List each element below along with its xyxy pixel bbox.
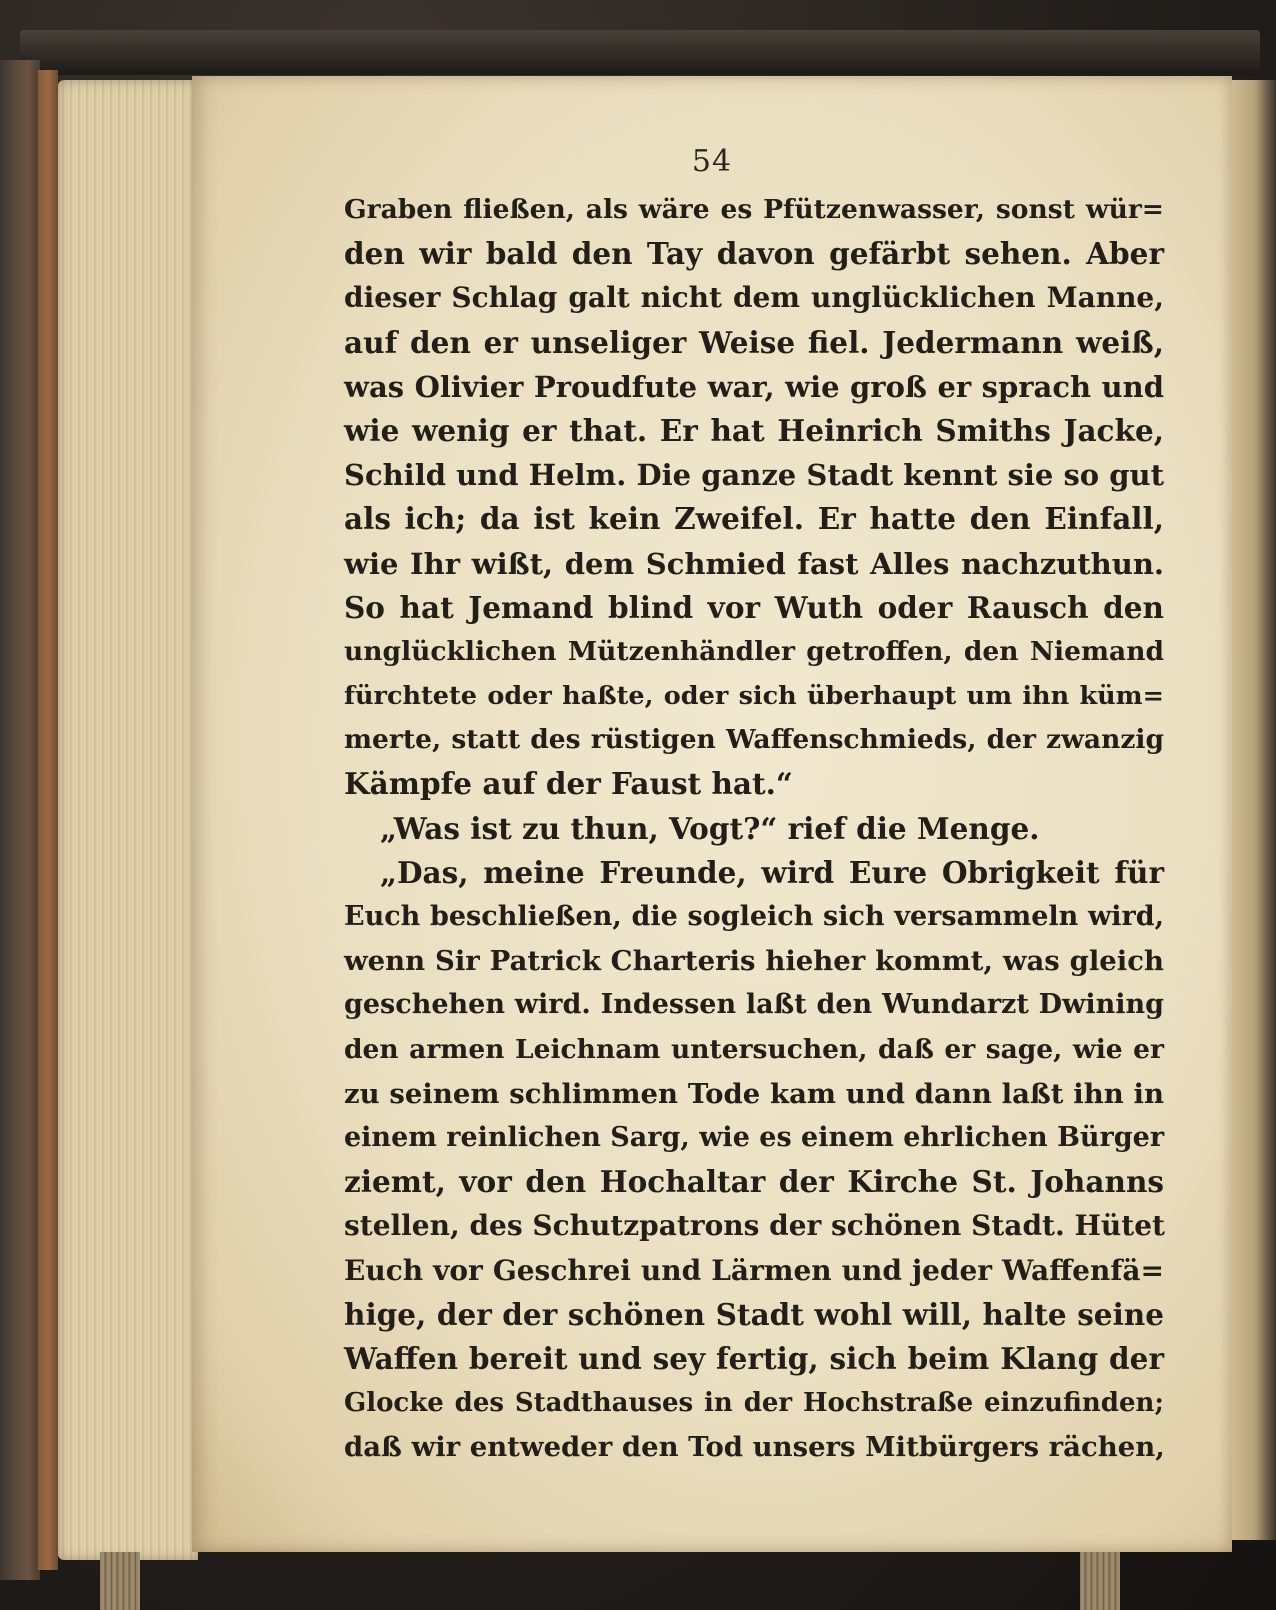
text-line: daß wir entweder den Tod unsers Mitbürgers rächen, [344, 1431, 1165, 1464]
text-line: den armen Leichnam untersuchen, daß er sage, wie er [344, 1033, 1164, 1065]
bookmark-thread [100, 1552, 140, 1610]
page-number: 54 [691, 144, 733, 179]
text-line: Glocke des Stadthauses in der Hochstraße einzufinden; [344, 1388, 1164, 1419]
text-line: „Was ist zu thun, Vogt?“ rief die Menge. [380, 810, 1040, 846]
text-line: Graben fließen, als wäre es Pfützenwasser, sonst wür= [344, 194, 1164, 225]
text-line: Waffen bereit und sey fertig, sich beim Klang der [344, 1340, 1164, 1376]
text-line: wie Ihr wißt, dem Schmied fast Alles nachzuthun. [344, 546, 1164, 581]
text-line: Euch beschließen, die sogleich sich versammeln wird, [344, 901, 1164, 932]
text-line: dieser Schlag galt nicht dem unglücklichen Manne, [344, 281, 1164, 315]
text-line: „Das, meine Freunde, wird Eure Obrigkeit für [380, 854, 1164, 890]
page-body-text [344, 188, 1164, 1469]
page-stack-edges [58, 80, 198, 1560]
text-line: merte, statt des rüstigen Waffenschmieds, der zwanzig [344, 724, 1164, 756]
text-line: So hat Jemand blind vor Wuth oder Rausch den [344, 589, 1164, 625]
text-line: unglücklichen Mützenhändler getroffen, den Niemand [344, 635, 1164, 667]
text-line: Euch vor Geschrei und Lärmen und jeder Waffenfä= [344, 1253, 1164, 1287]
text-line: wie wenig er that. Er hat Heinrich Smiths Jacke, [344, 412, 1164, 448]
book-cover-left [0, 60, 40, 1580]
book-cover-edge [38, 70, 58, 1570]
text-line: wenn Sir Patrick Charteris hieher kommt, was gleich [344, 945, 1164, 978]
text-line: fürchtete oder haßte, oder sich überhaupt um ihn küm= [344, 681, 1164, 712]
text-line: ziemt, vor den Hochaltar der Kirche St. Johanns [344, 1164, 1164, 1200]
text-line: Kämpfe auf der Faust hat.“ [344, 766, 793, 802]
text-line: Schild und Helm. Die ganze Stadt kennt sie so gut [344, 458, 1164, 493]
right-page-gutter [1232, 80, 1276, 1540]
text-line: geschehen wird. Indessen laßt den Wundarzt Dwining [344, 989, 1164, 1021]
book-cover-top [20, 30, 1260, 75]
book-page [192, 76, 1232, 1552]
text-line: stellen, des Schutzpatrons der schönen Stadt. Hütet [344, 1209, 1165, 1243]
text-line: auf den er unseliger Weise fiel. Jedermann weiß, [344, 324, 1164, 360]
text-line: hige, der der schönen Stadt wohl will, halte seine [344, 1296, 1164, 1332]
text-line: als ich; da ist kein Zweifel. Er hatte den Einfall, [344, 501, 1164, 537]
text-line: zu seinem schlimmen Tode kam und dann laßt ihn in [344, 1077, 1164, 1110]
text-line: den wir bald den Tay davon gefärbt sehen. Aber [344, 236, 1164, 272]
text-line: einem reinlichen Sarg, wie es einem ehrlichen Bürger [344, 1121, 1165, 1153]
bookmark-thread [1080, 1552, 1120, 1610]
text-line: was Olivier Proudfute war, wie groß er sprach und [344, 369, 1164, 404]
